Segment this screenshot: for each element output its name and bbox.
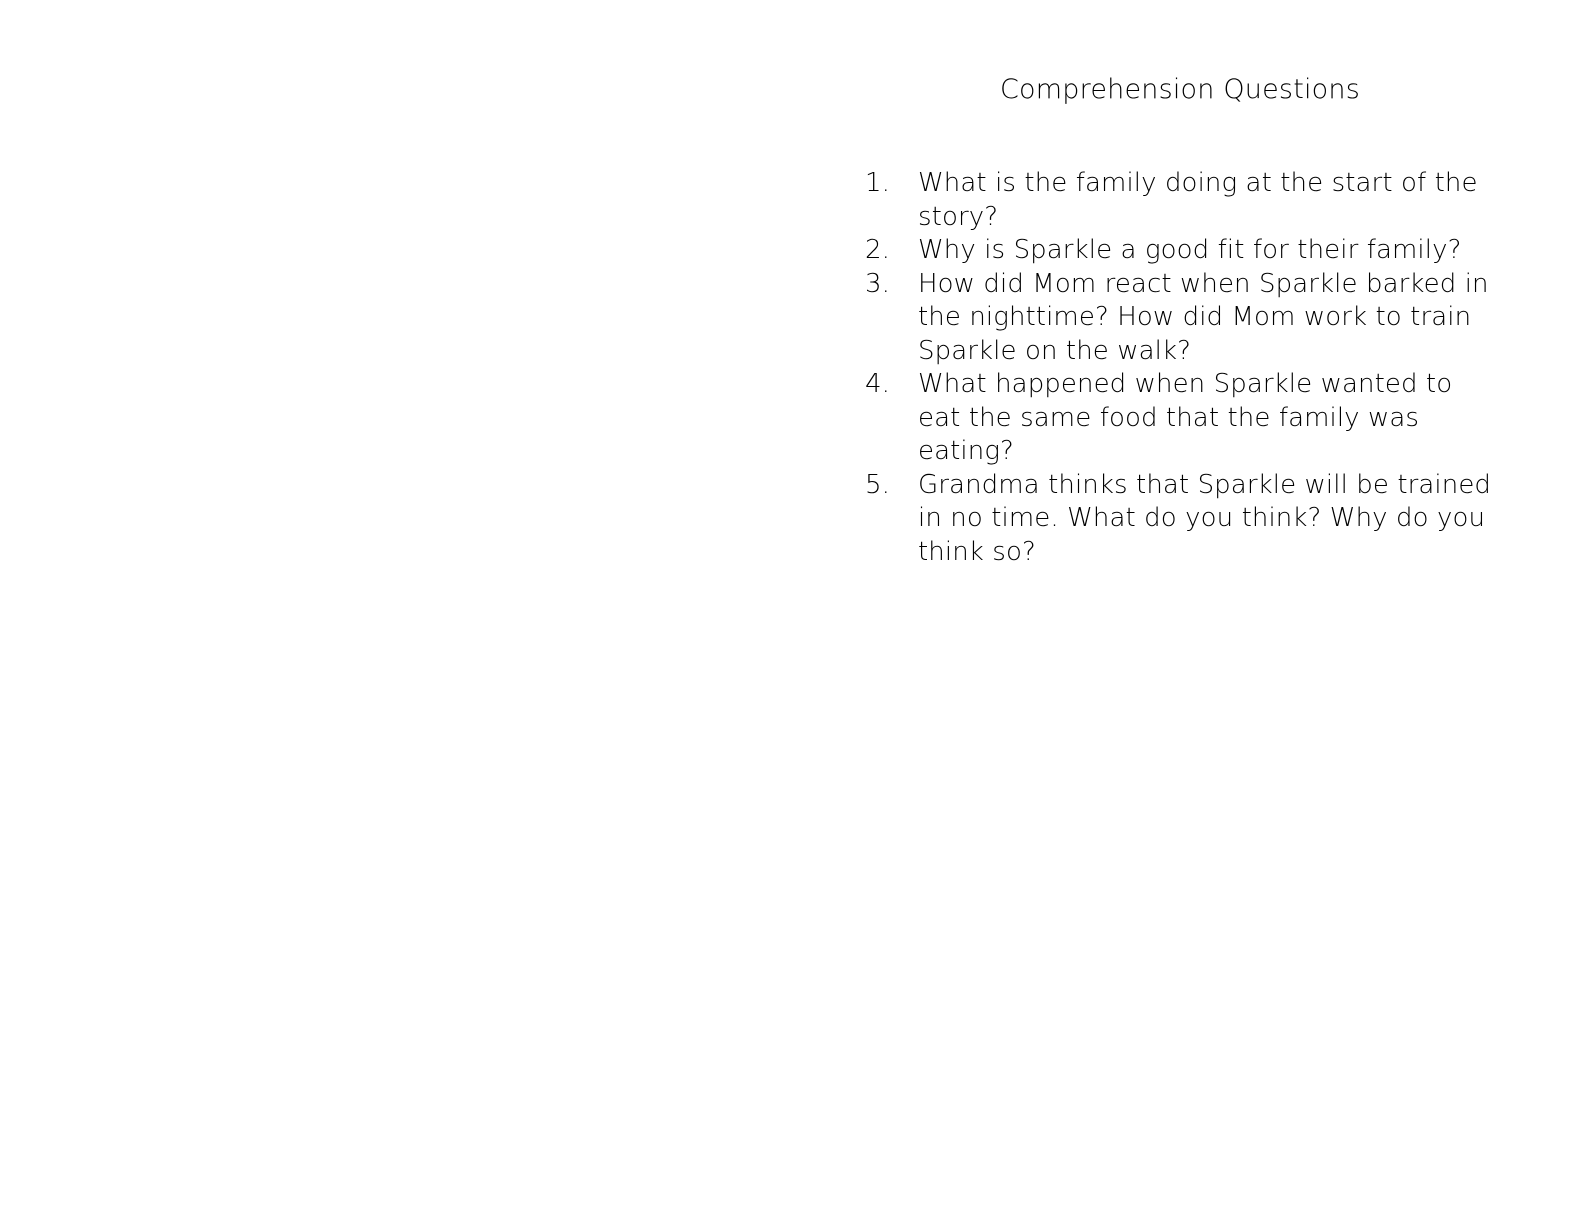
question-item-5 [862,469,1552,570]
question-list [862,167,1552,569]
question-line: What is the family doing at the start of the [918,168,1478,198]
question-number: 4. [865,369,891,399]
question-line: story? [918,201,999,232]
comprehension-questions-page [792,0,1584,1224]
question-line: Grandma thinks that Sparkle will be trained [918,469,1492,500]
question-number: 5. [865,469,891,500]
question-item-2 [862,234,1552,268]
question-line: eat the same food that the family was [918,402,1420,433]
question-item-3 [862,268,1552,369]
question-line: the nighttime? How did Mom work to train [918,302,1472,332]
question-line: think so? [918,536,1036,567]
question-line: What happened when Sparkle wanted to [918,369,1453,399]
page-title [792,72,1584,108]
question-item-4 [862,368,1552,469]
question-line: Sparkle on the walk? [918,335,1192,366]
page-title-text: Comprehension Questions [1000,74,1360,105]
question-number: 2. [865,235,891,265]
question-item-1 [862,167,1552,234]
question-line: eating? [918,436,1014,466]
question-line: in no time. What do you think? Why do you [918,503,1486,533]
question-line: How did Mom react when Sparkle barked in [918,268,1489,299]
question-number: 3. [865,268,891,299]
question-line: Why is Sparkle a good fit for their family? [918,235,1462,265]
question-number: 1. [865,168,891,198]
